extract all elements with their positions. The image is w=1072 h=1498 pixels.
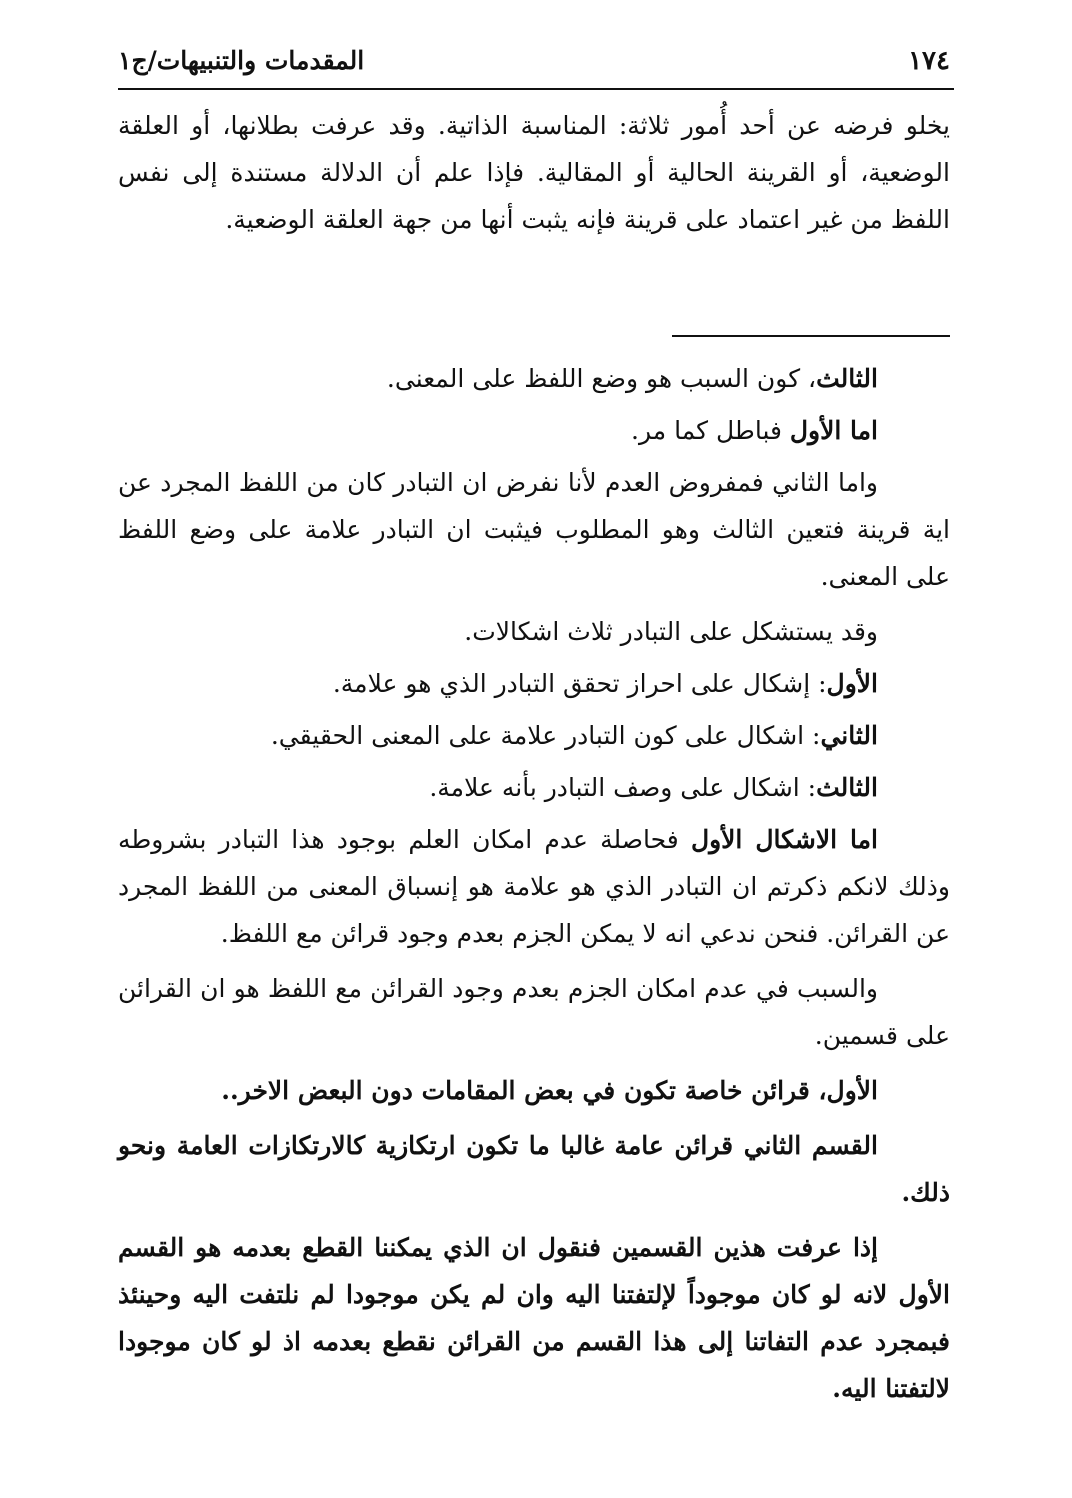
first-problem-lead: اما الاشكال الأول: [690, 825, 878, 854]
problem-text: : اشكال على وصف التبادر بأنه علامة.: [429, 773, 817, 802]
first-cause-line: [118, 407, 950, 454]
page-number: ١٧٤: [908, 46, 950, 76]
problem-lead: الأول: [826, 669, 878, 698]
first-cause-lead: اما الأول: [789, 416, 878, 445]
problem-item: [118, 660, 950, 707]
page-header: [118, 38, 954, 86]
problem-item: [118, 764, 950, 811]
problem-text: : إشكال على احراز تحقق التبادر الذي هو علامة.: [332, 669, 827, 698]
running-title: المقدمات والتنبيهات/ج١: [118, 46, 365, 75]
section-divider: [672, 335, 950, 337]
top-paragraph: يخلو فرضه عن أحد أُمور ثلاثة: المناسبة الذاتية. وقد عرفت بطلانها، أو العلقة الوضعية، أو القرينة الحالية أو المقالية. فإذا علم أن الدلالة مستندة إلى نفس اللفظ من غير اعتماد على قرينة فإنه يثبت أنها من جهة العلقة الوضعية.: [118, 111, 950, 234]
problems-intro: وقد يستشكل على التبادر ثلاث اشكالات.: [464, 617, 878, 646]
first-problem-paragraph: [118, 816, 950, 957]
second-category: القسم الثاني قرائن عامة غالبا ما تكون ارتكازية كالارتكازات العامة ونحو ذلك.: [118, 1131, 950, 1207]
third-cause-line: [118, 355, 950, 402]
second-paragraph: واما الثاني فمفروض العدم لأنا نفرض ان التبادر كان من اللفظ المجرد عن اية قرينة فتعين الثالث وهو المطلوب فيثبت ان التبادر علامة على وضع اللفظ على المعنى.: [118, 468, 950, 591]
reason-paragraph: والسبب في عدم امكان الجزم بعدم وجود القرائن مع اللفظ هو ان القرائن على قسمين.: [118, 974, 950, 1050]
problem-lead: الثالث: [816, 773, 878, 802]
first-category: الأول، قرائن خاصة تكون في بعض المقامات دون البعض الاخر..: [221, 1076, 878, 1105]
header-divider: [118, 88, 954, 90]
conclusion-paragraph: إذا عرفت هذين القسمين فنقول ان الذي يمكننا القطع بعدمه هو القسم الأول لانه لو كان موجوداً لإلتفتنا اليه وان لم يكن موجودا لم نلتفت اليه وحينئذ فبمجرد عدم التفاتنا إلى هذا القسم من القرائن نقطع بعدمه اذ لو كان موجودا لالتفتنا اليه.: [118, 1233, 950, 1403]
top-paragraph-block: [118, 102, 950, 248]
main-text: [118, 355, 950, 1417]
third-cause-text: ، كون السبب هو وضع اللفظ على المعنى.: [386, 364, 817, 393]
first-cause-text: فباطل كما مر.: [631, 416, 790, 445]
problem-text: : اشكال على كون التبادر علامة على المعنى الحقيقي.: [270, 721, 821, 750]
first-problem-text: فحاصلة عدم امكان العلم بوجود هذا التبادر بشروطه وذلك لانكم ذكرتم ان التبادر الذي هو علامة هو إنسباق المعنى من اللفظ المجرد عن القرائن. فنحن ندعي انه لا يمكن الجزم بعدم وجود قرائن مع اللفظ.: [118, 825, 950, 948]
problem-item: [118, 712, 950, 759]
problem-lead: الثاني: [820, 721, 878, 750]
third-cause-lead: الثالث: [816, 364, 878, 393]
